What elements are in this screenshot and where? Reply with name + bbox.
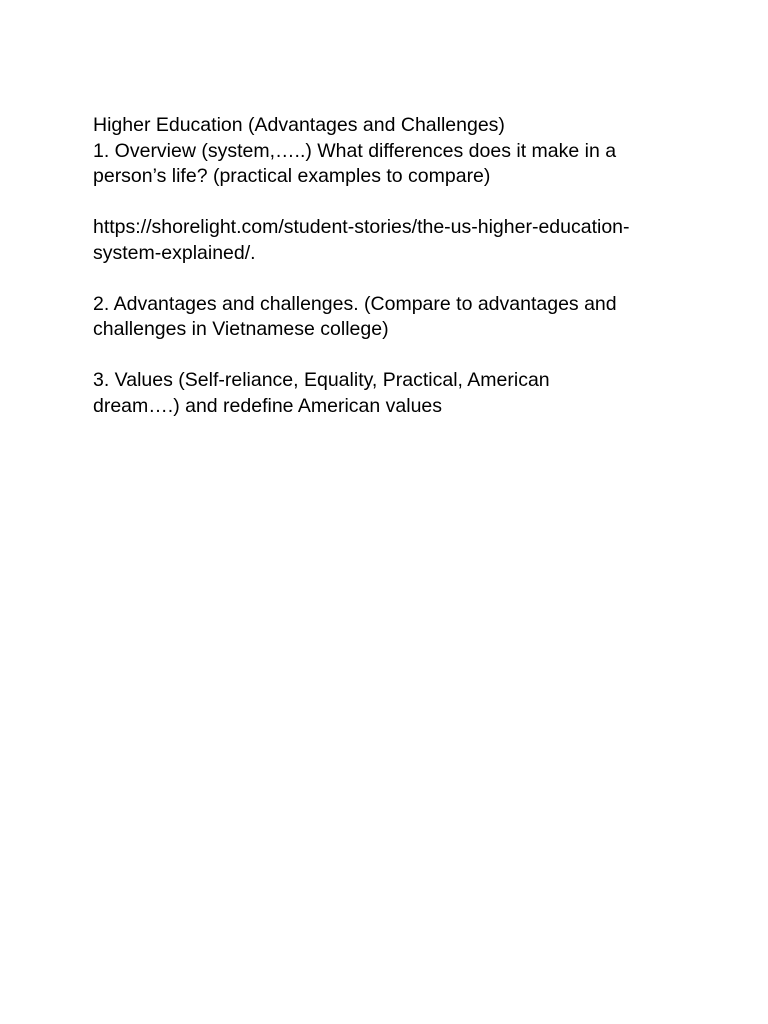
section-2-line-1: 2. Advantages and challenges. (Compare to advantages and (93, 292, 617, 315)
reference-link-line-2: system-explained/. (93, 241, 256, 264)
section-1-line-2: person’s life? (practical examples to compare) (93, 165, 491, 187)
section-3-line-2: dream….) and redefine American values (93, 394, 443, 417)
paragraph-gap (93, 190, 693, 216)
section-3-line-1: 3. Values (Self-reliance, Equality, Practical, American (93, 369, 550, 391)
paragraph-gap (93, 343, 693, 369)
reference-link-line-1: https://shorelight.com/student-stories/the-us-higher-education- (93, 216, 630, 238)
section-1-line-1: 1. Overview (system,…..) What differences does it make in a (93, 139, 617, 162)
section-2-line-2: challenges in Vietnamese college) (93, 318, 389, 340)
document-title: Higher Education (Advantages and Challenges) (93, 114, 505, 136)
document-body (93, 113, 693, 419)
paragraph-gap (93, 266, 693, 292)
